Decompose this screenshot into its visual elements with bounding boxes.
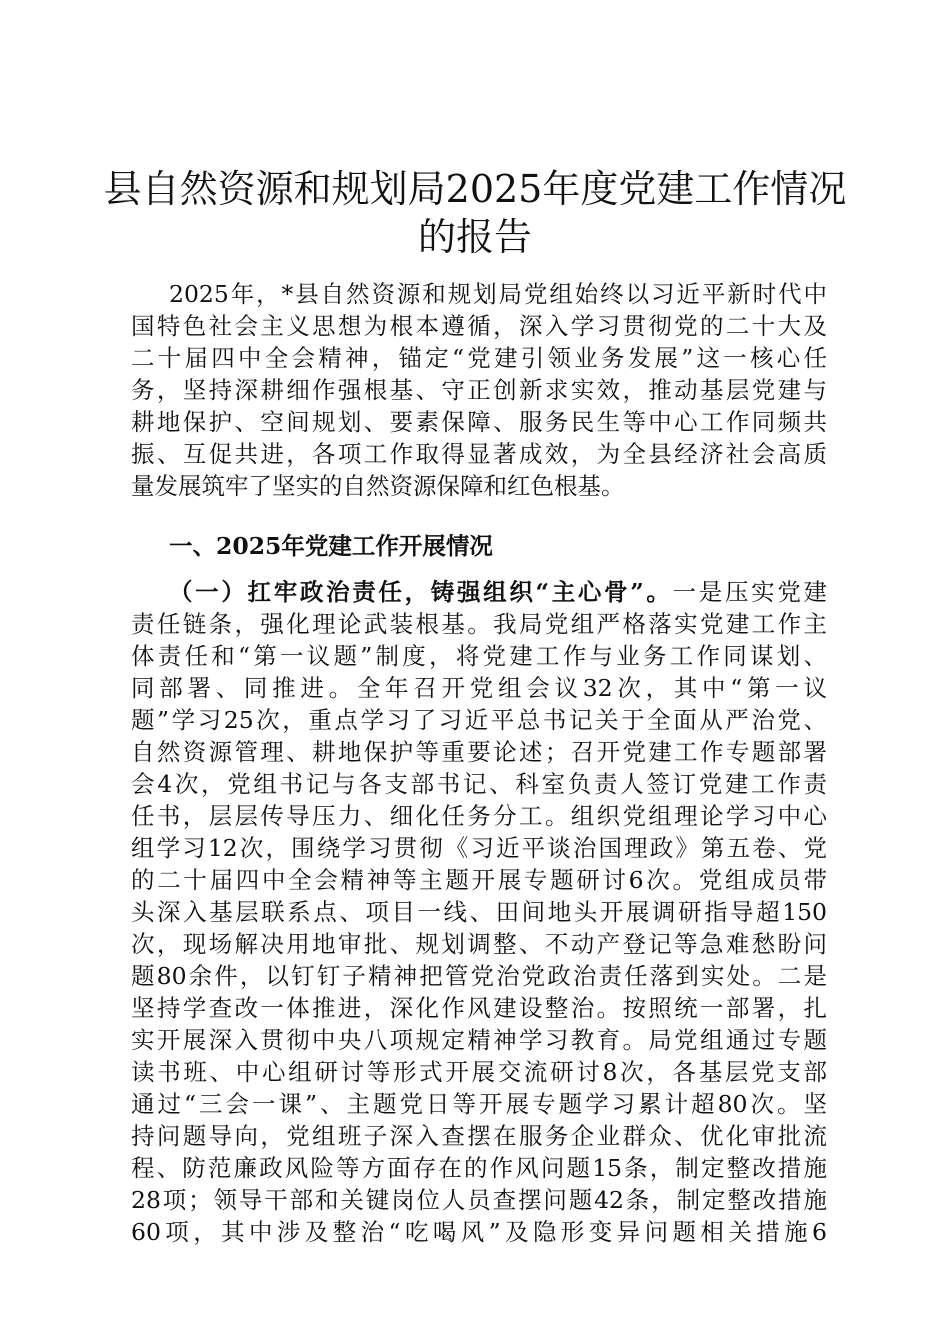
body-line: 实开展深入贯彻中央八项规定精神学习教育。局党组通过专题 [131,1026,827,1054]
body-line: 同部署、同推进。全年召开党组会议32次，其中“第一议 [131,674,827,702]
intro-paragraph [131,278,827,502]
body-line: 题80余件，以钉钉子精神把管党治党政治责任落到实处。二是 [131,962,827,990]
intro-line: 务，坚持深耕细作强根基、守正创新求实效，推动基层党建与 [131,376,827,404]
body-line: 坚持学查改一体推进，深化作风建设整治。按照统一部署，扎 [131,994,827,1022]
intro-line: 耕地保护、空间规划、要素保障、服务民生等中心工作同频共 [131,408,827,436]
body-line: 通过“三会一课”、主题党日等开展专题学习累计超80次。坚 [131,1090,827,1118]
body-line: 持问题导向，党组班子深入查摆在服务企业群众、优化审批流 [131,1122,827,1150]
body-line: 自然资源管理、耕地保护等重要论述；召开党建工作专题部署 [131,738,827,766]
body-line: 任书，层层传导压力、细化任务分工。组织党组理论学习中心 [131,802,827,830]
body-line: 读书班、中心组研讨等形式开展交流研讨8次，各基层党支部 [131,1058,827,1086]
body-line: 次，现场解决用地审批、规划调整、不动产登记等急难愁盼问 [131,930,827,958]
intro-line: 振、互促共进，各项工作取得显著成效，为全县经济社会高质 [131,440,827,468]
body-line: 程、防范廉政风险等方面存在的作风问题15条，制定整改措施 [131,1154,827,1182]
intro-line: 国特色社会主义思想为根本遵循，深入学习贯彻党的二十大及 [131,312,827,340]
title-line-2: 的报告 [417,215,532,259]
body-line: 28项；领导干部和关键岗位人员查摆问题42条，制定整改措施 [131,1186,827,1214]
section-heading: 一、2025年党建工作开展情况 [169,532,493,560]
body-line: 责任链条，强化理论武装根基。我局党组严格落实党建工作主 [131,610,827,638]
title-line-1: 县自然资源和规划局2025年度党建工作情况 [103,167,847,211]
body-line: 会4次，党组书记与各支部书记、科室负责人签订党建工作责 [131,770,827,798]
body-line: 题”学习25次，重点学习了习近平总书记关于全面从严治党、 [131,706,827,734]
body-line: 头深入基层联系点、项目一线、田间地头开展调研指导超150 [131,898,827,926]
body-line: 的二十届四中全会精神等主题开展专题研讨6次。党组成员带 [131,866,827,894]
subsection-first-line-text: 一是压实党建 [672,578,827,606]
body-line: 体责任和“第一议题”制度，将党建工作与业务工作同谋划、 [131,642,827,670]
document-title [100,165,850,261]
body-line: 60项，其中涉及整治“吃喝风”及隐形变异问题相关措施6 [131,1218,827,1246]
document-body [131,278,827,1248]
intro-line: 二十届四中全会精神，锚定“党建引领业务发展”这一核心任 [131,344,827,372]
subsection-paragraph [131,576,827,1248]
intro-line: 量发展筑牢了坚实的自然资源保障和红色根基。 [131,472,625,500]
intro-line: 2025年，*县自然资源和规划局党组始终以习近平新时代中 [169,280,827,308]
subsection-first-line [131,576,827,608]
subsection-heading: （一）扛牢政治责任，铸强组织“主心骨”。 [169,578,673,606]
body-line: 组学习12次，围绕学习贯彻《习近平谈治国理政》第五卷、党 [131,834,827,862]
